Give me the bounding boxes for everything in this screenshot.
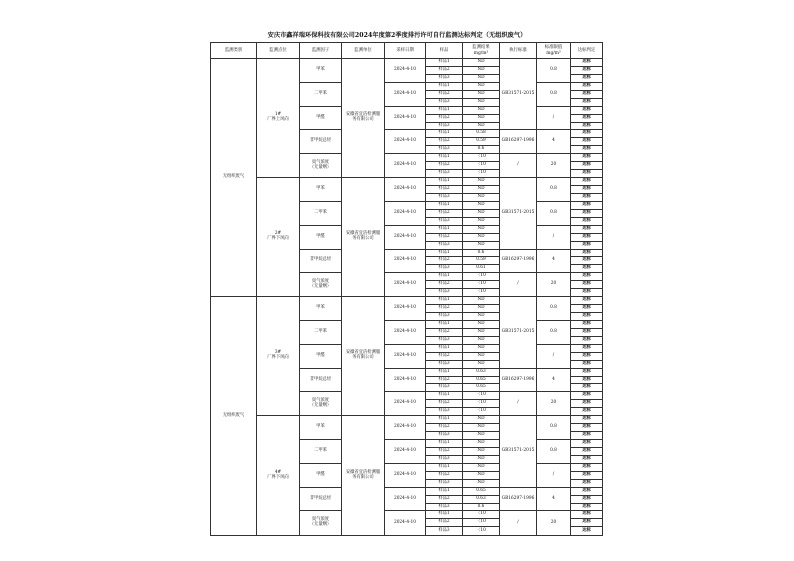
sample-cell: 样品3 bbox=[426, 146, 463, 154]
result-cell: 0.59 bbox=[463, 257, 500, 265]
sample-cell: 样品1 bbox=[426, 130, 463, 138]
limit-cell: 0.8 bbox=[537, 416, 571, 440]
table-row bbox=[211, 178, 603, 186]
verdict-cell: 达标 bbox=[571, 122, 603, 130]
verdict-cell: 达标 bbox=[571, 146, 603, 154]
sample-cell: 样品1 bbox=[426, 368, 463, 376]
sample-cell: 样品2 bbox=[426, 495, 463, 503]
result-cell: ND bbox=[463, 479, 500, 487]
verdict-cell: 达标 bbox=[571, 384, 603, 392]
result-cell: ND bbox=[463, 225, 500, 233]
sample-cell: 样品3 bbox=[426, 122, 463, 130]
result-cell: 0.65 bbox=[463, 384, 500, 392]
standard-cell: GB31571-2015 bbox=[500, 297, 537, 368]
sample-cell: 样品1 bbox=[426, 273, 463, 281]
verdict-cell: 达标 bbox=[571, 281, 603, 289]
result-cell: 〈10 bbox=[463, 408, 500, 416]
sample-cell: 样品2 bbox=[426, 471, 463, 479]
limit-cell: 0.8 bbox=[537, 201, 571, 225]
sample-cell: 样品1 bbox=[426, 106, 463, 114]
sample-cell: 样品1 bbox=[426, 416, 463, 424]
unit-cell: 安徽省宜洁检测服务有限公司 bbox=[342, 416, 385, 536]
verdict-cell: 达标 bbox=[571, 455, 603, 463]
header-unit: 监测单位 bbox=[342, 43, 385, 59]
verdict-cell: 达标 bbox=[571, 241, 603, 249]
result-cell: ND bbox=[463, 320, 500, 328]
date-cell: 2024-4-10 bbox=[385, 368, 426, 392]
date-cell: 2024-4-10 bbox=[385, 59, 426, 83]
item-cell: 非甲烷总烃 bbox=[300, 487, 342, 511]
result-cell: 〈10 bbox=[463, 400, 500, 408]
result-cell: 〈10 bbox=[463, 162, 500, 170]
verdict-cell: 达标 bbox=[571, 82, 603, 90]
result-cell: ND bbox=[463, 186, 500, 194]
result-cell: ND bbox=[463, 360, 500, 368]
date-cell: 2024-4-10 bbox=[385, 106, 426, 130]
limit-cell: 0.8 bbox=[537, 59, 571, 83]
sample-cell: 样品3 bbox=[426, 408, 463, 416]
date-cell: 2024-4-10 bbox=[385, 201, 426, 225]
verdict-cell: 达标 bbox=[571, 432, 603, 440]
result-cell: ND bbox=[463, 217, 500, 225]
verdict-cell: 达标 bbox=[571, 527, 603, 536]
header-result bbox=[463, 43, 500, 59]
verdict-cell: 达标 bbox=[571, 201, 603, 209]
category-cell: 无组织废气 bbox=[211, 297, 257, 536]
result-cell: ND bbox=[463, 336, 500, 344]
item-cell: 甲醛 bbox=[300, 463, 342, 487]
limit-cell: 0.8 bbox=[537, 297, 571, 321]
verdict-cell: 达标 bbox=[571, 313, 603, 321]
header-verdict: 达标判定 bbox=[571, 43, 603, 59]
result-cell: 〈10 bbox=[463, 273, 500, 281]
sample-cell: 样品1 bbox=[426, 344, 463, 352]
limit-cell: / bbox=[537, 463, 571, 487]
result-cell: ND bbox=[463, 432, 500, 440]
result-cell: ND bbox=[463, 114, 500, 122]
date-cell: 2024-4-10 bbox=[385, 416, 426, 440]
result-cell: ND bbox=[463, 82, 500, 90]
result-cell: 0.65 bbox=[463, 487, 500, 495]
verdict-cell: 达标 bbox=[571, 66, 603, 74]
date-cell: 2024-4-10 bbox=[385, 130, 426, 154]
result-cell: 〈10 bbox=[463, 170, 500, 178]
date-cell: 2024-4-10 bbox=[385, 178, 426, 202]
header-item: 监测因子 bbox=[300, 43, 342, 59]
verdict-cell: 达标 bbox=[571, 249, 603, 257]
result-cell: 〈10 bbox=[463, 281, 500, 289]
verdict-cell: 达标 bbox=[571, 463, 603, 471]
sample-cell: 样品1 bbox=[426, 297, 463, 305]
table-row bbox=[211, 416, 603, 424]
sample-cell: 样品2 bbox=[426, 376, 463, 384]
sample-cell: 样品3 bbox=[426, 241, 463, 249]
standard-cell: / bbox=[500, 154, 537, 178]
header-date: 采样日期 bbox=[385, 43, 426, 59]
verdict-cell: 达标 bbox=[571, 106, 603, 114]
result-cell: 〈10 bbox=[463, 519, 500, 527]
verdict-cell: 达标 bbox=[571, 217, 603, 225]
verdict-cell: 达标 bbox=[571, 440, 603, 448]
result-cell: ND bbox=[463, 233, 500, 241]
item-cell: 臭气浓度 （无量纲） bbox=[300, 392, 342, 416]
verdict-cell: 达标 bbox=[571, 519, 603, 527]
verdict-cell: 达标 bbox=[571, 170, 603, 178]
limit-cell: 4 bbox=[537, 249, 571, 273]
sample-cell: 样品1 bbox=[426, 225, 463, 233]
sample-cell: 样品1 bbox=[426, 154, 463, 162]
sample-cell: 样品3 bbox=[426, 503, 463, 511]
header-limit-unit: mg/m³ bbox=[546, 50, 561, 56]
sample-cell: 样品1 bbox=[426, 440, 463, 448]
standard-cell: / bbox=[500, 392, 537, 416]
result-cell: ND bbox=[463, 455, 500, 463]
verdict-cell: 达标 bbox=[571, 193, 603, 201]
item-cell: 非甲烷总烃 bbox=[300, 368, 342, 392]
item-cell: 二甲苯 bbox=[300, 320, 342, 344]
limit-cell: 20 bbox=[537, 511, 571, 536]
verdict-cell: 达标 bbox=[571, 162, 603, 170]
header-row bbox=[211, 43, 603, 59]
item-cell: 臭气浓度 （无量纲） bbox=[300, 154, 342, 178]
sample-cell: 样品1 bbox=[426, 82, 463, 90]
date-cell: 2024-4-10 bbox=[385, 82, 426, 106]
sample-cell: 样品3 bbox=[426, 98, 463, 106]
sample-cell: 样品2 bbox=[426, 66, 463, 74]
date-cell: 2024-4-10 bbox=[385, 154, 426, 178]
item-cell: 甲苯 bbox=[300, 416, 342, 440]
limit-cell: 4 bbox=[537, 368, 571, 392]
item-cell: 臭气浓度 （无量纲） bbox=[300, 511, 342, 536]
verdict-cell: 达标 bbox=[571, 265, 603, 273]
header-limit-label: 标准限值 bbox=[544, 45, 563, 51]
verdict-cell: 达标 bbox=[571, 368, 603, 376]
date-cell: 2024-4-10 bbox=[385, 392, 426, 416]
result-cell: ND bbox=[463, 241, 500, 249]
sample-cell: 样品2 bbox=[426, 328, 463, 336]
verdict-cell: 达标 bbox=[571, 328, 603, 336]
result-cell: ND bbox=[463, 297, 500, 305]
verdict-cell: 达标 bbox=[571, 289, 603, 297]
limit-cell: 20 bbox=[537, 154, 571, 178]
result-cell: ND bbox=[463, 328, 500, 336]
result-cell: 0.65 bbox=[463, 376, 500, 384]
sample-cell: 样品3 bbox=[426, 289, 463, 297]
monitoring-table bbox=[210, 42, 603, 536]
sample-cell: 样品3 bbox=[426, 193, 463, 201]
verdict-cell: 达标 bbox=[571, 320, 603, 328]
sample-cell: 样品2 bbox=[426, 209, 463, 217]
verdict-cell: 达标 bbox=[571, 424, 603, 432]
verdict-cell: 达标 bbox=[571, 400, 603, 408]
standard-cell: / bbox=[500, 511, 537, 536]
result-cell: 〈10 bbox=[463, 154, 500, 162]
sample-cell: 样品2 bbox=[426, 90, 463, 98]
result-cell: 0.63 bbox=[463, 368, 500, 376]
sample-cell: 样品1 bbox=[426, 59, 463, 67]
sample-cell: 样品3 bbox=[426, 479, 463, 487]
verdict-cell: 达标 bbox=[571, 503, 603, 511]
result-cell: 〈10 bbox=[463, 511, 500, 519]
item-cell: 甲醛 bbox=[300, 225, 342, 249]
verdict-cell: 达标 bbox=[571, 178, 603, 186]
limit-cell: 0.8 bbox=[537, 178, 571, 202]
sample-cell: 样品1 bbox=[426, 511, 463, 519]
result-cell: ND bbox=[463, 74, 500, 82]
date-cell: 2024-4-10 bbox=[385, 225, 426, 249]
unit-cell: 安徽省宜洁检测服务有限公司 bbox=[342, 178, 385, 297]
header-sample: 样品 bbox=[426, 43, 463, 59]
header-category: 监测类别 bbox=[211, 43, 257, 59]
limit-cell: / bbox=[537, 106, 571, 130]
verdict-cell: 达标 bbox=[571, 471, 603, 479]
sample-cell: 样品2 bbox=[426, 400, 463, 408]
item-cell: 非甲烷总烃 bbox=[300, 249, 342, 273]
point-cell: 3# 厂界下风向 bbox=[257, 297, 300, 416]
verdict-cell: 达标 bbox=[571, 114, 603, 122]
header-limit bbox=[537, 43, 571, 59]
sample-cell: 样品1 bbox=[426, 487, 463, 495]
sample-cell: 样品2 bbox=[426, 138, 463, 146]
header-standard: 执行标准 bbox=[500, 43, 537, 59]
verdict-cell: 达标 bbox=[571, 186, 603, 194]
result-cell: 〈10 bbox=[463, 527, 500, 536]
limit-cell: 0.8 bbox=[537, 440, 571, 464]
verdict-cell: 达标 bbox=[571, 487, 603, 495]
result-cell: ND bbox=[463, 305, 500, 313]
sample-cell: 样品3 bbox=[426, 170, 463, 178]
verdict-cell: 达标 bbox=[571, 138, 603, 146]
sample-cell: 样品2 bbox=[426, 257, 463, 265]
result-cell: 0.59 bbox=[463, 138, 500, 146]
verdict-cell: 达标 bbox=[571, 130, 603, 138]
verdict-cell: 达标 bbox=[571, 336, 603, 344]
result-cell: ND bbox=[463, 440, 500, 448]
result-cell: ND bbox=[463, 59, 500, 67]
date-cell: 2024-4-10 bbox=[385, 344, 426, 368]
date-cell: 2024-4-10 bbox=[385, 511, 426, 536]
result-cell: 0.6 bbox=[463, 249, 500, 257]
item-cell: 甲醛 bbox=[300, 344, 342, 368]
item-cell: 二甲苯 bbox=[300, 82, 342, 106]
result-cell: ND bbox=[463, 313, 500, 321]
item-cell: 非甲烷总烃 bbox=[300, 130, 342, 154]
verdict-cell: 达标 bbox=[571, 209, 603, 217]
sample-cell: 样品3 bbox=[426, 360, 463, 368]
result-cell: ND bbox=[463, 98, 500, 106]
verdict-cell: 达标 bbox=[571, 376, 603, 384]
item-cell: 甲苯 bbox=[300, 59, 342, 83]
sample-cell: 样品1 bbox=[426, 201, 463, 209]
item-cell: 甲苯 bbox=[300, 297, 342, 321]
result-cell: ND bbox=[463, 122, 500, 130]
verdict-cell: 达标 bbox=[571, 59, 603, 67]
item-cell: 二甲苯 bbox=[300, 201, 342, 225]
verdict-cell: 达标 bbox=[571, 225, 603, 233]
verdict-cell: 达标 bbox=[571, 297, 603, 305]
point-cell: 4# 厂界下风向 bbox=[257, 416, 300, 536]
standard-cell: GB31571-2015 bbox=[500, 416, 537, 487]
unit-cell: 安徽省宜洁检测服务有限公司 bbox=[342, 297, 385, 416]
verdict-cell: 达标 bbox=[571, 74, 603, 82]
verdict-cell: 达标 bbox=[571, 511, 603, 519]
point-cell: 2# 厂界下风向 bbox=[257, 178, 300, 297]
result-cell: ND bbox=[463, 106, 500, 114]
sample-cell: 样品1 bbox=[426, 249, 463, 257]
item-cell: 甲苯 bbox=[300, 178, 342, 202]
standard-cell: GB16297-1996 bbox=[500, 249, 537, 273]
standard-cell: GB16297-1996 bbox=[500, 487, 537, 511]
point-cell: 1# 厂界上风向 bbox=[257, 59, 300, 178]
date-cell: 2024-4-10 bbox=[385, 463, 426, 487]
item-cell: 甲醛 bbox=[300, 106, 342, 130]
result-cell: ND bbox=[463, 193, 500, 201]
sample-cell: 样品3 bbox=[426, 265, 463, 273]
sample-cell: 样品2 bbox=[426, 519, 463, 527]
result-cell: 0.63 bbox=[463, 495, 500, 503]
result-cell: ND bbox=[463, 66, 500, 74]
sample-cell: 样品2 bbox=[426, 447, 463, 455]
sample-cell: 样品3 bbox=[426, 313, 463, 321]
sample-cell: 样品2 bbox=[426, 424, 463, 432]
limit-cell: / bbox=[537, 225, 571, 249]
result-cell: ND bbox=[463, 424, 500, 432]
date-cell: 2024-4-10 bbox=[385, 440, 426, 464]
sample-cell: 样品3 bbox=[426, 455, 463, 463]
limit-cell: 4 bbox=[537, 130, 571, 154]
sample-cell: 样品3 bbox=[426, 74, 463, 82]
document-title: 安庆市鑫祥瑞环保科技有限公司2024年度第2季度排污许可自行监测达标判定（无组织废气） bbox=[267, 32, 527, 39]
verdict-cell: 达标 bbox=[571, 447, 603, 455]
sample-cell: 样品3 bbox=[426, 432, 463, 440]
verdict-cell: 达标 bbox=[571, 90, 603, 98]
sample-cell: 样品2 bbox=[426, 114, 463, 122]
standard-cell: GB31571-2015 bbox=[500, 178, 537, 249]
result-cell: ND bbox=[463, 471, 500, 479]
limit-cell: 0.8 bbox=[537, 320, 571, 344]
standard-cell: GB16297-1996 bbox=[500, 130, 537, 154]
result-cell: ND bbox=[463, 447, 500, 455]
sample-cell: 样品1 bbox=[426, 178, 463, 186]
sample-cell: 样品1 bbox=[426, 392, 463, 400]
result-cell: 0.6 bbox=[463, 503, 500, 511]
category-cell: 无组织废气 bbox=[211, 59, 257, 297]
result-cell: 0.6 bbox=[463, 146, 500, 154]
result-cell: 〈10 bbox=[463, 289, 500, 297]
sample-cell: 样品3 bbox=[426, 384, 463, 392]
table-row bbox=[211, 297, 603, 305]
verdict-cell: 达标 bbox=[571, 495, 603, 503]
limit-cell: 0.8 bbox=[537, 82, 571, 106]
verdict-cell: 达标 bbox=[571, 416, 603, 424]
date-cell: 2024-4-10 bbox=[385, 297, 426, 321]
header-result-label: 监测结果 bbox=[472, 45, 490, 51]
result-cell: ND bbox=[463, 178, 500, 186]
verdict-cell: 达标 bbox=[571, 154, 603, 162]
result-cell: ND bbox=[463, 463, 500, 471]
verdict-cell: 达标 bbox=[571, 257, 603, 265]
limit-cell: / bbox=[537, 344, 571, 368]
result-cell: 〈10 bbox=[463, 392, 500, 400]
sample-cell: 样品1 bbox=[426, 320, 463, 328]
sample-cell: 样品3 bbox=[426, 217, 463, 225]
sample-cell: 样品3 bbox=[426, 336, 463, 344]
result-cell: ND bbox=[463, 209, 500, 217]
sample-cell: 样品3 bbox=[426, 527, 463, 536]
verdict-cell: 达标 bbox=[571, 479, 603, 487]
item-cell: 臭气浓度 （无量纲） bbox=[300, 273, 342, 297]
result-cell: ND bbox=[463, 90, 500, 98]
verdict-cell: 达标 bbox=[571, 98, 603, 106]
sample-cell: 样品2 bbox=[426, 281, 463, 289]
sample-cell: 样品1 bbox=[426, 463, 463, 471]
result-cell: ND bbox=[463, 201, 500, 209]
limit-cell: 20 bbox=[537, 273, 571, 297]
date-cell: 2024-4-10 bbox=[385, 487, 426, 511]
sample-cell: 样品2 bbox=[426, 305, 463, 313]
result-cell: ND bbox=[463, 416, 500, 424]
standard-cell: / bbox=[500, 273, 537, 297]
verdict-cell: 达标 bbox=[571, 233, 603, 241]
unit-cell: 安徽省宜洁检测服务有限公司 bbox=[342, 59, 385, 178]
date-cell: 2024-4-10 bbox=[385, 273, 426, 297]
sample-cell: 样品2 bbox=[426, 233, 463, 241]
result-cell: ND bbox=[463, 344, 500, 352]
result-cell: 0.58 bbox=[463, 130, 500, 138]
verdict-cell: 达标 bbox=[571, 305, 603, 313]
sample-cell: 样品2 bbox=[426, 186, 463, 194]
header-point: 监测点位 bbox=[257, 43, 300, 59]
date-cell: 2024-4-10 bbox=[385, 320, 426, 344]
sample-cell: 样品2 bbox=[426, 352, 463, 360]
limit-cell: 4 bbox=[537, 487, 571, 511]
verdict-cell: 达标 bbox=[571, 392, 603, 400]
verdict-cell: 达标 bbox=[571, 408, 603, 416]
date-cell: 2024-4-10 bbox=[385, 249, 426, 273]
result-cell: ND bbox=[463, 352, 500, 360]
verdict-cell: 达标 bbox=[571, 352, 603, 360]
item-cell: 二甲苯 bbox=[300, 440, 342, 464]
header-result-unit: mg/m³ bbox=[473, 50, 489, 56]
sample-cell: 样品2 bbox=[426, 162, 463, 170]
limit-cell: 20 bbox=[537, 392, 571, 416]
standard-cell: GB31571-2015 bbox=[500, 59, 537, 130]
verdict-cell: 达标 bbox=[571, 273, 603, 281]
verdict-cell: 达标 bbox=[571, 344, 603, 352]
verdict-cell: 达标 bbox=[571, 360, 603, 368]
result-cell: 0.61 bbox=[463, 265, 500, 273]
standard-cell: GB16297-1996 bbox=[500, 368, 537, 392]
table-row bbox=[211, 59, 603, 67]
